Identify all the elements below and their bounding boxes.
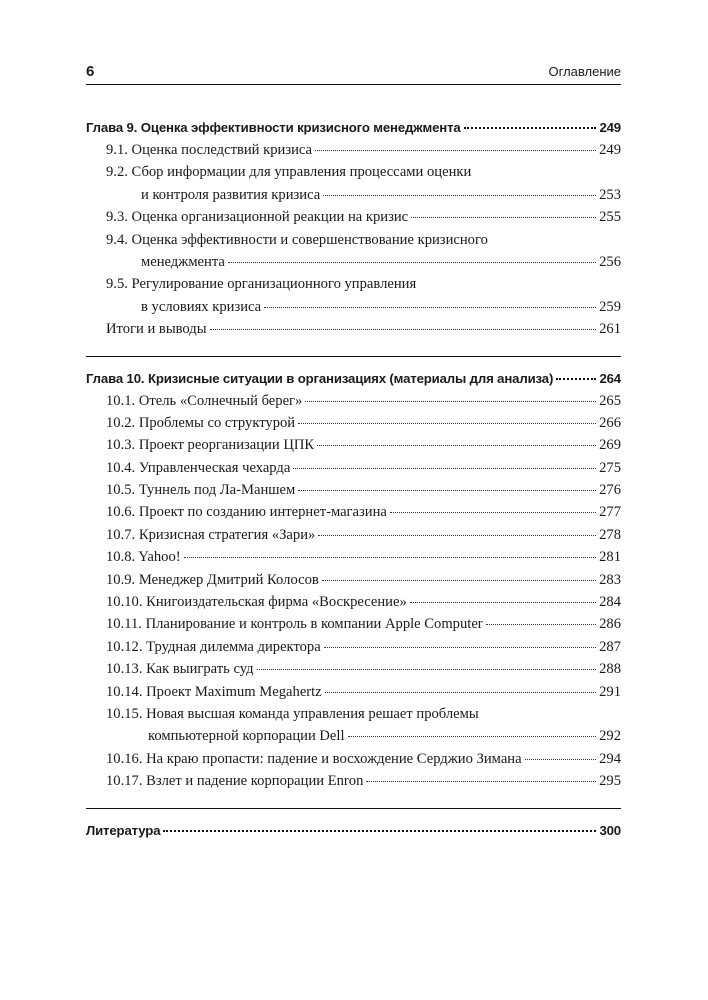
dot-leader	[410, 602, 596, 603]
toc-entry-line	[106, 251, 621, 273]
toc-entry-line	[106, 412, 621, 434]
dot-leader	[184, 557, 597, 558]
toc-entry-title: 9.2. Сбор информации для управления процессами оценки	[106, 164, 472, 181]
dot-leader	[325, 692, 596, 693]
toc-entry-title: 10.11. Планирование и контроль в компании Apple Computer	[106, 616, 483, 633]
toc-page-number: 284	[599, 594, 621, 611]
toc-entry	[86, 457, 621, 479]
toc-entry	[86, 206, 621, 228]
toc-page-number: 266	[599, 414, 621, 431]
toc-entry	[86, 546, 621, 568]
toc-page-number: 249	[599, 142, 621, 158]
toc-entry-line	[106, 613, 621, 635]
dot-leader	[322, 580, 596, 581]
toc-page-number: 295	[599, 773, 621, 790]
toc-entry-title: 10.2. Проблемы со структурой	[106, 414, 296, 431]
toc-entry	[86, 613, 621, 635]
toc-entry-title: 10.7. Кризисная стратегия «Зари»	[106, 526, 316, 543]
toc-entry-line	[106, 296, 621, 318]
toc-entry-line	[106, 748, 621, 770]
toc-entry	[86, 524, 621, 546]
toc-entry-line	[106, 390, 621, 412]
toc-entry-line	[106, 318, 621, 340]
toc-entry-title: 9.5. Регулирование организационного управления	[106, 276, 417, 293]
chapter-entry	[86, 368, 621, 390]
toc-entry	[86, 703, 621, 748]
toc-entry-line	[106, 434, 621, 456]
toc-entry-title: 9.1. Оценка последствий кризиса	[106, 142, 313, 158]
toc-entry-line	[106, 229, 621, 251]
toc-entry	[86, 273, 621, 318]
chapter-entry	[86, 820, 621, 842]
dot-leader	[366, 781, 596, 782]
toc-entry	[86, 161, 621, 206]
toc-entry-title: 10.17. Взлет и падение корпорации Enron	[106, 773, 364, 790]
toc-page-number: 288	[599, 661, 621, 678]
chapter-page-number: 300	[599, 822, 621, 838]
running-title: Оглавление	[548, 64, 621, 79]
chapter-title: Глава 9. Оценка эффективности кризисного менеджмента	[86, 120, 461, 135]
dot-leader	[163, 830, 596, 832]
toc-entry-title: Итоги и выводы	[106, 321, 207, 338]
toc-page-number: 278	[599, 526, 621, 543]
toc-entry-line	[106, 206, 621, 228]
toc-entry	[86, 658, 621, 680]
toc-page-number: 259	[599, 298, 621, 315]
toc-entry-line	[106, 658, 621, 680]
toc-entry-line	[106, 524, 621, 546]
dot-leader	[348, 736, 597, 737]
toc-page-number: 287	[599, 638, 621, 655]
dot-leader	[411, 217, 596, 218]
toc-page-number: 255	[599, 209, 621, 226]
toc-entry	[86, 229, 621, 274]
toc-entry	[86, 318, 621, 340]
dot-leader	[315, 150, 596, 151]
page-number: 6	[86, 63, 95, 80]
toc-entry-line	[106, 457, 621, 479]
toc-entry-title: 9.3. Оценка организационной реакции на кризис	[106, 209, 409, 226]
toc-entry-title: 10.5. Туннель под Ла-Маншем	[106, 482, 296, 499]
toc-entry	[86, 770, 621, 792]
toc-page-number: 281	[599, 549, 621, 566]
toc-page-number: 275	[599, 459, 621, 476]
toc-page-number: 256	[599, 253, 621, 270]
toc-entry-title: 10.1. Отель «Солнечный берег»	[106, 392, 303, 409]
dot-leader	[298, 490, 596, 491]
toc-entry-line	[106, 184, 621, 206]
toc-entry	[86, 748, 621, 770]
toc-entry-line	[106, 501, 621, 523]
toc-entry-line	[106, 546, 621, 568]
toc-entry-line	[106, 273, 621, 295]
section-divider	[86, 356, 621, 357]
toc-entry-line	[106, 139, 621, 161]
toc-entry-title: 10.14. Проект Maximum Megahertz	[106, 683, 322, 700]
dot-leader	[305, 401, 596, 402]
toc-page-number: 291	[599, 683, 621, 700]
toc-page-number: 286	[599, 616, 621, 633]
toc-page-number: 261	[599, 321, 621, 338]
toc-entry	[86, 569, 621, 591]
toc-page-number: 294	[599, 750, 621, 767]
chapter-page-number: 264	[599, 370, 621, 386]
toc-entry-title: 10.10. Книгоиздательская фирма «Воскресение»	[106, 594, 407, 611]
toc-page-number: 283	[599, 571, 621, 588]
dot-leader	[210, 329, 597, 330]
toc-entry	[86, 636, 621, 658]
chapter-line	[86, 368, 621, 390]
toc-page-number: 253	[599, 186, 621, 203]
toc-entry-title-continued: и контроля развития кризиса	[141, 186, 321, 203]
dot-leader	[318, 535, 596, 536]
dot-leader	[264, 307, 596, 308]
chapter-page-number: 249	[599, 120, 621, 135]
dot-leader	[464, 127, 597, 129]
toc-entry-title: 9.4. Оценка эффективности и совершенствование кризисного	[106, 231, 488, 248]
toc-entry-line	[106, 479, 621, 501]
toc-page-number: 292	[599, 728, 621, 745]
dot-leader	[323, 195, 596, 196]
toc-entry-title: 10.6. Проект по созданию интернет-магазина	[106, 504, 387, 521]
toc-entry-line	[106, 703, 621, 725]
toc-entry-line	[106, 636, 621, 658]
toc-entry	[86, 501, 621, 523]
toc-entry-title-continued: менеджмента	[141, 253, 225, 270]
chapter-title: Литература	[86, 822, 161, 838]
toc-entry-line	[106, 681, 621, 703]
dot-leader	[257, 669, 597, 670]
toc-entry-title: 10.3. Проект реорганизации ЦПК	[106, 437, 315, 454]
toc-entry-title-continued: компьютерной корпорации Dell	[148, 728, 345, 745]
toc-entry-title-continued: в условиях кризиса	[141, 298, 262, 315]
dot-leader	[525, 759, 597, 760]
toc-entry-title: 10.8. Yahoo!	[106, 549, 181, 566]
dot-leader	[324, 647, 596, 648]
toc-entry-title: 10.9. Менеджер Дмитрий Колосов	[106, 571, 319, 588]
section-divider	[86, 808, 621, 809]
page-header	[86, 62, 621, 85]
toc-entry-title: 10.15. Новая высшая команда управления решает проблемы	[106, 705, 479, 722]
toc-entry	[86, 412, 621, 434]
dot-leader	[317, 445, 596, 446]
dot-leader	[293, 468, 596, 469]
toc-page-number: 276	[599, 482, 621, 499]
toc-entry-title: 10.12. Трудная дилемма директора	[106, 638, 321, 655]
table-of-contents	[86, 117, 621, 842]
chapter-title: Глава 10. Кризисные ситуации в организациях (материалы для анализа)	[86, 370, 554, 386]
dot-leader	[228, 262, 596, 263]
toc-entry	[86, 390, 621, 412]
toc-entry-line	[106, 161, 621, 183]
toc-entry-line	[106, 725, 621, 747]
dot-leader	[298, 423, 596, 424]
toc-entry-title: 10.4. Управленческая чехарда	[106, 459, 291, 476]
toc-page-number: 269	[599, 437, 621, 454]
toc-entry-line	[106, 770, 621, 792]
toc-page-number: 265	[599, 392, 621, 409]
toc-entry	[86, 591, 621, 613]
toc-entry	[86, 681, 621, 703]
toc-entry	[86, 139, 621, 161]
toc-entry-title: 10.13. Как выиграть суд	[106, 661, 254, 678]
toc-page-number: 277	[599, 504, 621, 521]
toc-entry-line	[106, 591, 621, 613]
toc-entry-title: 10.16. На краю пропасти: падение и восхождение Серджио Зимана	[106, 750, 522, 767]
toc-entry	[86, 434, 621, 456]
chapter-entry	[86, 117, 621, 139]
toc-entry	[86, 479, 621, 501]
toc-entry-line	[106, 569, 621, 591]
chapter-line	[86, 117, 621, 139]
dot-leader	[390, 512, 596, 513]
dot-leader	[486, 624, 596, 625]
dot-leader	[556, 378, 596, 380]
chapter-line	[86, 820, 621, 842]
